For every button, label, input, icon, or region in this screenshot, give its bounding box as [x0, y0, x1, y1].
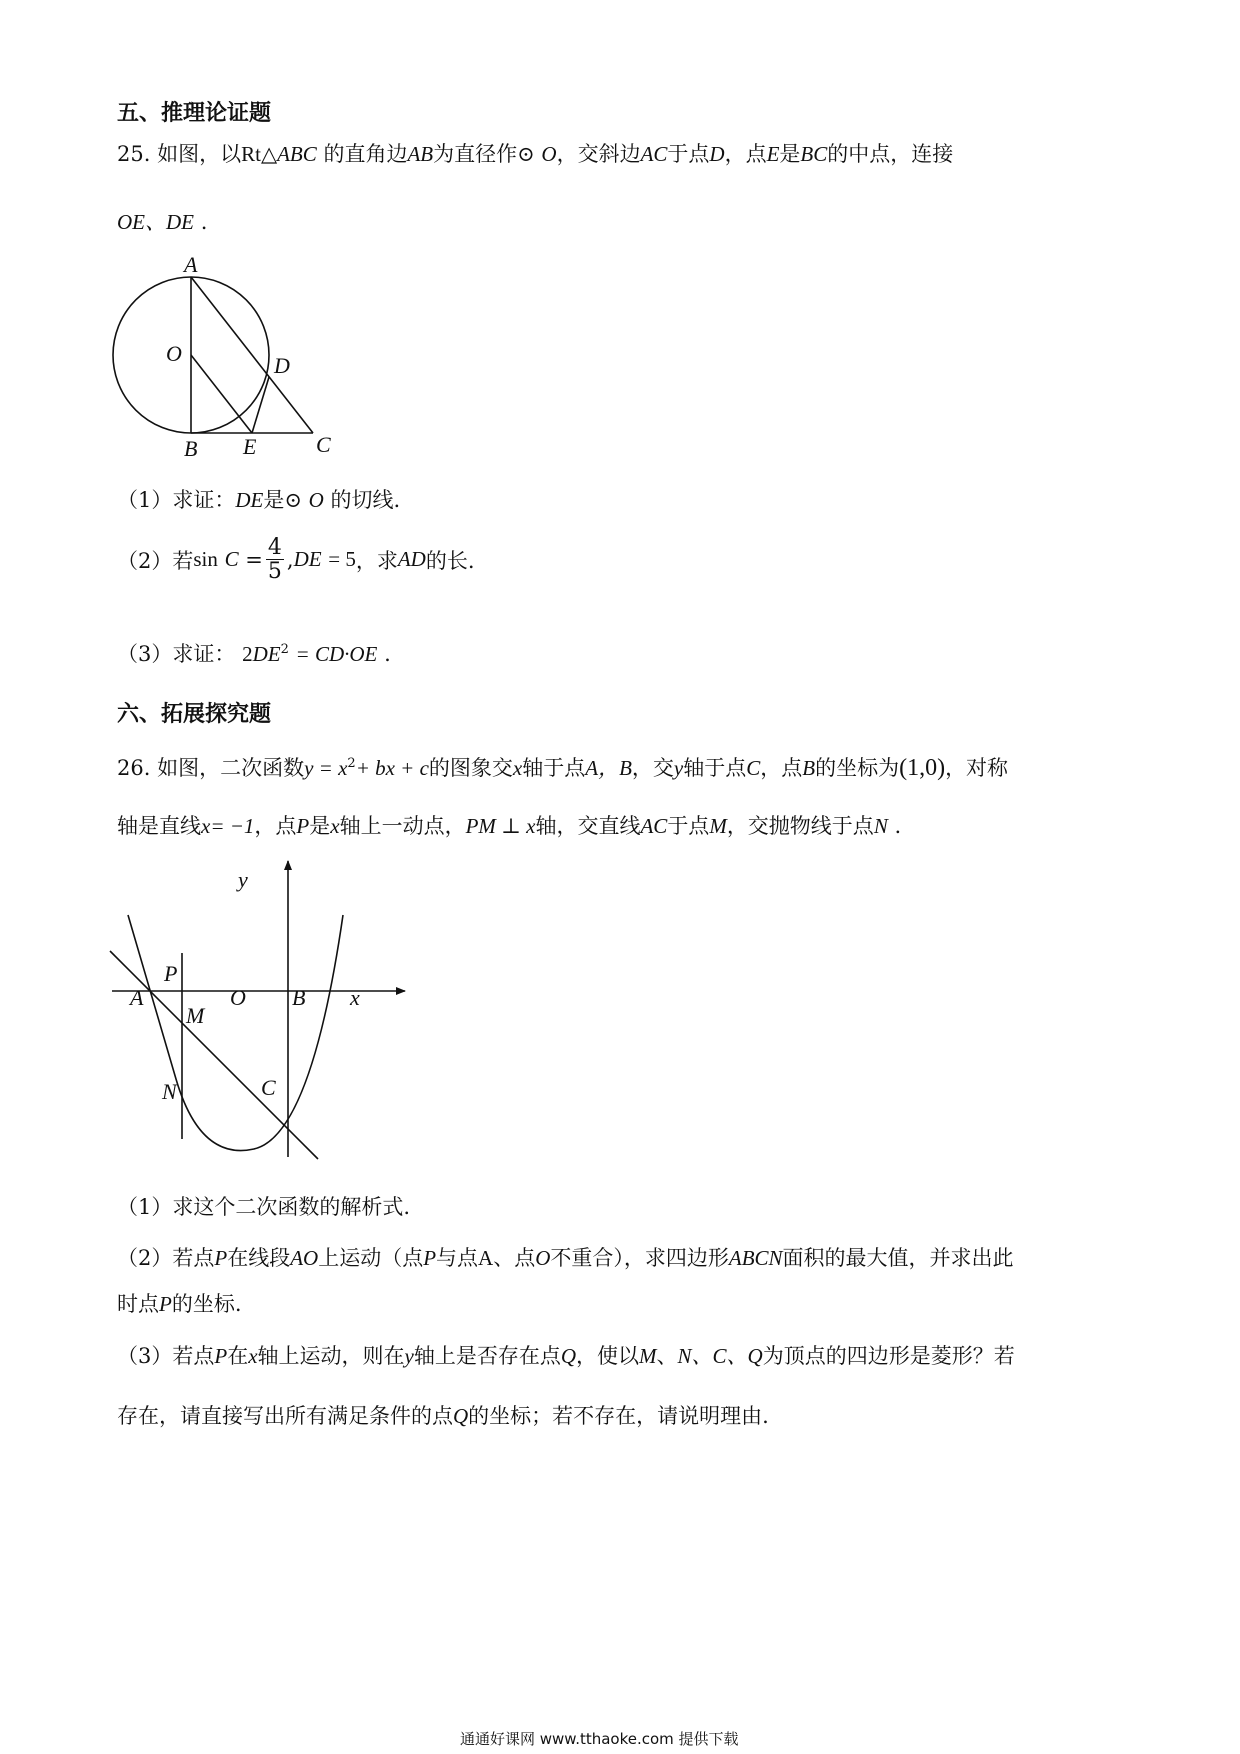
fraction-numerator: 4 [267, 535, 282, 560]
q25-geometry-figure [100, 245, 350, 460]
q26-text: 轴于点 [522, 756, 586, 780]
q26-p3-text: 轴上是否存在点 [413, 1344, 561, 1368]
q26-p2-text: 时点 [117, 1292, 159, 1316]
q25-text: 如图，以 [157, 142, 242, 166]
q25-bc: BC [800, 142, 828, 166]
q26-eq-sup: 2 [347, 756, 356, 771]
q26-text: ，对称 [945, 756, 1009, 780]
q26-p3-p: P [214, 1344, 228, 1368]
q25-p2-label: （2）若 [117, 548, 194, 573]
q26-p2-p: P [159, 1292, 172, 1316]
q26-text: ，交抛物线于点 [726, 814, 874, 838]
q26-ab: A，B [585, 756, 632, 780]
q25-p1-de: DE [235, 488, 264, 512]
triangle-symbol: △ [260, 142, 278, 166]
q26-line-eq: x= −1 [201, 814, 255, 838]
q26-text: 于点 [667, 814, 710, 838]
q26-text: 轴于点 [683, 756, 747, 780]
q25-oe-de: OE、DE [117, 210, 194, 234]
q26-p3-text: ，使以 [576, 1344, 640, 1368]
q26-p2-p: P [423, 1246, 437, 1270]
q25-p3-two: 2 [242, 642, 253, 666]
section-heading-5: 五、推理论证题 [117, 101, 272, 126]
q25-text: 为直径作 [433, 142, 518, 166]
label-o: O [230, 985, 246, 1010]
label-c: C [261, 1075, 276, 1100]
q25-p2-c: C [224, 547, 239, 572]
q26-p3-q: Q [453, 1404, 469, 1428]
q26-number: 26. [117, 756, 151, 780]
q25-p3-sup: 2 [280, 642, 289, 657]
q26-p3-text: 轴上运动，则在 [257, 1344, 405, 1368]
label-a: A [184, 252, 198, 277]
q26-p3-ncq: N、C、Q [677, 1344, 763, 1368]
q26-part-2-line-2 [117, 1288, 242, 1318]
label-a: A [130, 985, 144, 1010]
q25-text: 的中点，连接 [827, 142, 954, 166]
q25-p2-ad: AD [397, 547, 426, 572]
label-d: D [274, 353, 290, 378]
q26-part-3-line-1 [117, 1340, 1015, 1370]
label-m: M [186, 1003, 205, 1028]
q26-p: P [296, 814, 310, 838]
q25-p2-text: ，求 [355, 548, 398, 573]
q26-text: 的图象交 [428, 756, 513, 780]
q25-text: 是 [779, 142, 801, 166]
q26-p2-abcn: ABCN [728, 1246, 783, 1270]
q26-p2-o: O [535, 1246, 551, 1270]
fraction-4-5 [266, 536, 284, 583]
q26-p2-text: （2）若点 [117, 1246, 215, 1270]
q25-d: D [709, 142, 725, 166]
q26-line-1 [117, 752, 1008, 782]
line-ac [110, 951, 318, 1159]
label-o: O [166, 341, 182, 366]
q26-p3-text: 、 [656, 1344, 678, 1368]
q26-text: 轴，交直线 [535, 814, 641, 838]
q25-line-2 [117, 206, 207, 236]
q25-text: 的直角边 [323, 142, 408, 166]
label-b: B [184, 436, 198, 460]
q25-p1-o: O [308, 488, 324, 512]
parabola-curve [128, 915, 343, 1151]
q26-y: y [673, 756, 684, 780]
q25-p1-text: 是 [263, 488, 285, 512]
circle-symbol: ⊙ [284, 488, 302, 512]
q26-text: ，点 [760, 756, 803, 780]
label-c: C [316, 432, 331, 457]
q26-x: x [330, 814, 340, 838]
q25-part-1 [117, 484, 400, 514]
q25-p2-sin: sin [193, 547, 218, 572]
q25-p1-label: （1）求证： [117, 488, 236, 512]
label-x: x [350, 985, 360, 1010]
q26-part-1: （1）求这个二次函数的解析式. [117, 1195, 411, 1219]
q25-p3-de: DE [252, 642, 281, 666]
q25-text: 于点 [667, 142, 710, 166]
q26-part-3-line-2 [117, 1400, 769, 1430]
q25-p2-de: DE [293, 547, 322, 572]
q25-period: . [200, 210, 208, 234]
q26-m: M [709, 814, 727, 838]
q26-text: 轴上一动点， [339, 814, 466, 838]
q26-p2-text: 不重合），求四边形 [550, 1246, 729, 1270]
page-footer: 通通好课网 www.tthaoke.com 提供下载 [460, 1730, 739, 1748]
q25-ac: AC [640, 142, 668, 166]
q26-text: 如图，二次函数 [157, 756, 305, 780]
q26-text: 轴是直线 [117, 814, 201, 838]
segment-ac [191, 277, 313, 433]
q26-line-2 [117, 810, 901, 840]
q25-text: ，交斜边 [556, 142, 641, 166]
q26-eq2: + bx + c [355, 756, 429, 780]
q26-text: 的坐标为 [815, 756, 900, 780]
q25-line-1 [117, 138, 953, 168]
q26-p3-y: y [404, 1344, 414, 1368]
fraction-denominator: 5 [267, 559, 282, 585]
q26-ac: AC [640, 814, 668, 838]
q26-p2-text: 的坐标. [171, 1292, 242, 1316]
q25-abc: ABC [277, 142, 317, 166]
q25-o: O [541, 142, 557, 166]
q25-p2-eq2: = 5 [328, 547, 356, 572]
q26-text: 是 [309, 814, 331, 838]
q25-p2-eq: = [245, 547, 263, 572]
q25-part-3 [117, 638, 391, 668]
q26-p3-m: M [639, 1344, 657, 1368]
q25-text: ，点 [724, 142, 767, 166]
q25-p2-comma: , [286, 547, 294, 572]
q26-p2-ao: AO [290, 1246, 319, 1270]
q26-p3-text: 的坐标；若不存在，请说明理由. [468, 1404, 769, 1428]
q26-p2-text: 在线段 [227, 1246, 291, 1270]
q26-p3-text: 为顶点的四边形是菱形？若 [762, 1344, 1015, 1368]
q25-p3-period: . [384, 642, 391, 666]
q25-p2-text: 的长. [425, 548, 475, 573]
q26-p3-text: 存在，请直接写出所有满足条件的点 [117, 1404, 453, 1428]
q26-parabola-figure [100, 855, 420, 1165]
q26-text: ，点 [254, 814, 297, 838]
section-heading-6: 六、拓展探究题 [117, 702, 272, 727]
q26-p3-q: Q [560, 1344, 577, 1368]
q26-text: ，交 [631, 756, 674, 780]
q26-part-2-line-1 [117, 1242, 1014, 1272]
q26-period: . [894, 814, 902, 838]
segment-de [252, 377, 269, 433]
q25-rt: Rt [241, 142, 261, 166]
q26-p2-text: 与点 [436, 1246, 479, 1270]
q26-p2-text: 面积的最大值，并求出此 [782, 1246, 1014, 1270]
label-p: P [164, 961, 178, 986]
q26-coord: (1,0) [899, 755, 946, 781]
q25-number: 25. [117, 142, 151, 166]
q26-p2-p: P [214, 1246, 228, 1270]
q26-p3-x: x [248, 1344, 258, 1368]
q25-p3-label: （3）求证： [117, 642, 236, 666]
q25-p3-rest: = CD·OE [295, 642, 378, 666]
circle-symbol: ⊙ [517, 142, 535, 166]
q26-x: x [512, 756, 523, 780]
q26-c: C [746, 756, 761, 780]
q26-eq: y = x [304, 756, 348, 780]
segment-oe [191, 355, 252, 433]
q26-p2-text: 、点 [493, 1246, 536, 1270]
label-n: N [162, 1079, 177, 1104]
q26-b: B [802, 756, 816, 780]
q26-p2-text: 上运动（点 [318, 1246, 424, 1270]
label-b: B [292, 985, 306, 1010]
q26-p2-a: A [478, 1246, 494, 1270]
q25-p1-text: 的切线. [330, 488, 401, 512]
q26-pm: PM ⊥ x [465, 814, 536, 838]
q26-p3-text: 在 [227, 1344, 249, 1368]
q26-n: N [873, 814, 888, 838]
q25-e: E [766, 142, 780, 166]
label-y: y [238, 867, 248, 892]
q25-part-2 [117, 536, 475, 583]
label-e: E [243, 434, 257, 459]
q26-p3-text: （3）若点 [117, 1344, 215, 1368]
q25-ab: AB [407, 142, 434, 166]
